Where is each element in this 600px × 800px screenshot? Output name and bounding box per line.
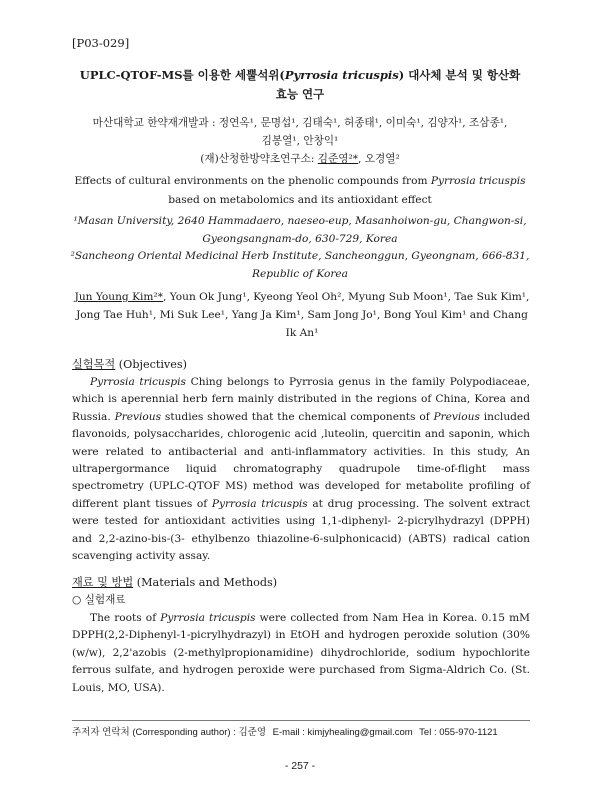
authors-korean bbox=[60, 114, 540, 168]
footer-divider bbox=[72, 720, 530, 721]
corresponding-author-ko: 김준영²* bbox=[317, 153, 359, 165]
title-en-part2: based on metabolomics and its antioxidant effect bbox=[168, 194, 432, 206]
obj-text-4: at drug processing. The solvent extract were tested for antioxidant activities using 1,1-diphenyl- 2-picrylhydrazyl (DPPH) and 2,2-azino-bis-(3- ethylbenzo thiazoline-6-sulphonicacid) (ABTS) radical cation scavenging activity assay. bbox=[72, 497, 530, 563]
title-en-species: Pyrrosia tricuspis bbox=[430, 175, 526, 187]
title-korean bbox=[60, 66, 540, 104]
objectives-heading-ko: 실험목적 bbox=[72, 358, 116, 371]
authors-ko-line1: 마산대학교 한약재개발과 : 정연옥¹, 문명섭¹, 김태숙¹, 허종태¹, 이미숙¹, 김양자¹, 조삼종¹, bbox=[92, 117, 508, 129]
obj-text-2: studies showed that the chemical components of bbox=[161, 410, 434, 423]
objectives-heading-en: (Objectives) bbox=[115, 358, 187, 371]
objectives-paragraph bbox=[72, 374, 530, 565]
corresponding-footer bbox=[72, 724, 530, 738]
authors-ko-line3-rest: , 오경열² bbox=[358, 153, 400, 165]
methods-heading-ko: 재료 및 방법 bbox=[72, 576, 134, 589]
title-english bbox=[60, 172, 540, 210]
methods-heading bbox=[72, 574, 277, 590]
title-ko-part1: UPLC-QTOF-MS를 이용한 세뿔석위( bbox=[79, 68, 285, 82]
species-name: Pyrrosia tricuspis bbox=[90, 376, 186, 388]
authors-ko-line3-prefix: (재)산청한방약초연구소: bbox=[200, 153, 318, 165]
title-ko-part2: ) 대사체 분석 및 항산화 bbox=[398, 68, 521, 82]
title-ko-species: Pyrrosia tricuspis bbox=[284, 68, 399, 82]
obj-text-1: Ching belongs to Pyrrosia genus in the family Polypodiaceae, which is aperennial herb fern mainly distributed in the regions of China, Korea and Russia. bbox=[72, 376, 531, 423]
footer-author: 주저자 연락처 (Corresponding author) : 김준영 bbox=[72, 727, 267, 738]
abstract-code: [P03-029] bbox=[72, 36, 130, 50]
obj-italic-previous-2: Previous bbox=[433, 410, 480, 423]
obj-italic-previous-1: Previous bbox=[114, 410, 162, 423]
obj-text-3: included flavonoids, polysaccharides, chlorogenic acid ,luteolin, quercitin and saponin, which were related to antibacterial and anti-inflammatory activities. In this study, An ultrapergormance liquid chromatography quadrupole time-of-flight mass spectrometry (UPLC-QTOF MS) method was developed for metabolite profiling of different plant tissues of bbox=[72, 410, 530, 510]
authors-ko-line3 bbox=[60, 150, 540, 168]
materials-paragraph bbox=[72, 610, 530, 697]
authors-en-rest: , Youn Ok Jung¹, Kyeong Yeol Oh², Myung Sub Moon¹, Tae Suk Kim¹, Jong Tae Huh¹, Mi Suk Lee¹, Yang Ja Kim¹, Sam Jong Jo¹, Bong Youl Kim¹ and Chang Ik An¹ bbox=[76, 291, 530, 339]
page-number: - 257 - bbox=[284, 760, 316, 772]
materials-subheading: ○ 실험재료 bbox=[72, 594, 126, 606]
species-name-2: Pyrrosia tricuspis bbox=[211, 497, 308, 510]
objectives-heading bbox=[72, 356, 187, 372]
corresponding-author-en: Jun Young Kim²* bbox=[74, 291, 163, 303]
footer-email: E-mail : kimjyhealing@gmail.com bbox=[272, 727, 413, 738]
footer-tel: Tel : 055-970-1121 bbox=[419, 727, 498, 738]
affiliation-1: ¹Masan University, 2640 Hammadaero, naeseo-eup, Masanhoiwon-gu, Changwon-si, Gyeongsangnam-do, 630-729, Korea bbox=[73, 215, 527, 245]
title-en-part1: Effects of cultural environments on the phenolic compounds from bbox=[74, 175, 431, 187]
authors-english bbox=[72, 288, 532, 342]
authors-ko-line2: 김봉열¹, 안창익¹ bbox=[261, 135, 339, 147]
mm-text-2: were collected from Nam Hea in Korea. 0.15 mM DPPH(2,2-Diphenyl-1-picrylhydrazyl) in EtOH and hydrogen peroxide solution (30% (w/w), 2,2'azobis (2-methylpropionamidine) dihydrochloride, sodium hypochlorite ferrous sulfate, and hydrogen peroxide were purchased from Sigma-Aldrich Co. (St. Louis, MO, USA). bbox=[72, 612, 531, 694]
methods-heading-en: (Materials and Methods) bbox=[133, 576, 278, 589]
affiliations-english bbox=[60, 213, 540, 283]
mm-species-name: Pyrrosia tricuspis bbox=[160, 612, 256, 624]
mm-text-1: The roots of bbox=[90, 612, 161, 624]
title-ko-part3: 효능 연구 bbox=[275, 87, 325, 101]
affiliation-2: ²Sancheong Oriental Medicinal Herb Institute, Sancheonggun, Gyeongnam, 666-831, Republic of Korea bbox=[70, 250, 530, 280]
